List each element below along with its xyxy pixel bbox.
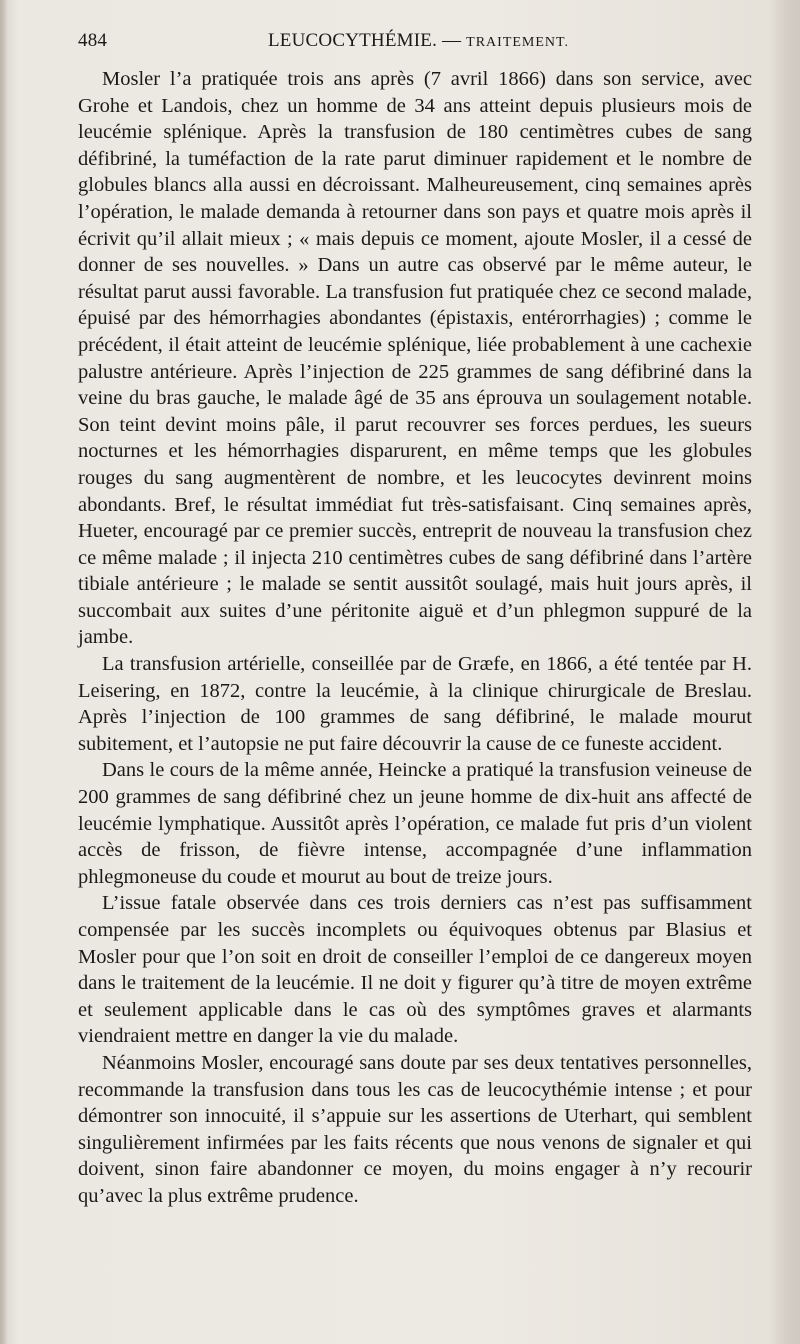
paragraph-mosler-recommendation: Néanmoins Mosler, encouragé sans doute par ses deux tentatives personnelles, recommande la transfusion dans tous les cas de leucocythémie intense ; et pour démontrer son innocuité, il s’appuie sur les assertions de Uterhart, qui semblent singulièrement infirmées par les faits récents que nous venons de signaler et qui doivent, sinon faire abandonner ce moyen, du moins engager à n’y recourir qu’avec la plus extrême prudence. [78, 1051, 752, 1207]
paragraph-mosler-cases: Mosler l’a pratiquée trois ans après (7 avril 1866) dans son service, avec Grohe et Landois, chez un homme de 34 ans atteint depuis plusieurs mois de leucémie splénique. Après la transfusion de 180 centimètres cubes de sang défibriné, la tuméfaction de la rate parut diminuer rapidement et le nombre de globules blancs alla aussi en décroissant. Malheureusement, cinq semaines après l’opération, le malade demanda à retourner dans son pays et quatre mois après il écrivit qu’il allait mieux ; « mais depuis ce moment, ajoute Mosler, il a cessé de donner de ses nouvelles. » Dans un autre cas observé par le même auteur, le résultat parut aussi favorable. La transfusion fut pratiquée chez ce second malade, épuisé par des hémorrhagies abondantes (épistaxis, entérorrhagies) ; comme le précédent, il était atteint de leucémie splénique, liée probablement à une cachexie palustre antérieure. Après l’injection de 225 grammes de sang défibriné dans la veine du bras gauche, le malade âgé de 35 ans éprouva un soulagement notable. Son teint devint moins pâle, il parut recouvrer ses forces perdues, les sueurs nocturnes et les hémorrhagies disparurent, en même temps que les globules rouges du sang augmentèrent de nombre, et les leucocytes devinrent moins abondants. Bref, le résultat immédiat fut très-satisfaisant. Cinq semaines après, Hueter, encouragé par ce premier succès, entreprit de nouveau la transfusion chez ce même malade ; il injecta 210 centimètres cubes de sang défibriné dans l’artère tibiale antérieure ; le malade se sentit aussitôt soulagé, mais huit jours après, il succombait aux suites d’une péritonite aiguë et d’un phlegmon suppuré de la jambe. [78, 68, 752, 649]
paragraph-fatal-outcome: L’issue fatale observée dans ces trois derniers cas n’est pas suffisamment compensée par les succès incomplets ou équivoques obtenus par Blasius et Mosler pour que l’on soit en droit de conseiller l’emploi de ce dangereux moyen dans le traitement de la leucémie. Il ne doit y figurer qu’à titre de moyen extrême et seulement applicable dans le cas où des symptômes graves et alarmants viendraient mettre en danger la vie du malade. [78, 892, 752, 1048]
running-title [268, 30, 569, 52]
binding-shadow [0, 0, 8, 1344]
section-title: TRAITEMENT. [466, 35, 570, 50]
paragraph-heincke-case: Dans le cours de la même année, Heincke a pratiqué la transfusion veineuse de 200 grammes de sang défibriné chez un jeune homme de dix-huit ans affecté de leucémie lymphatique. Aussitôt après l’opération, ce malade fut pris d’un violent accès de frisson, de fièvre intense, accompagnée d’une inflammation phlegmoneuse du coude et mourut au bout de treize jours. [78, 759, 752, 888]
title-separator: — [442, 30, 462, 51]
body-text [78, 66, 752, 1210]
page-edge-shadow [770, 0, 800, 1344]
chapter-title: LEUCOCYTHÉMIE. [268, 30, 438, 51]
page-number: 484 [78, 30, 108, 51]
running-header [78, 30, 754, 60]
paragraph-arterial-transfusion: La transfusion artérielle, conseillée par de Græfe, en 1866, a été tentée par H. Leisering, en 1872, contre la leucémie, à la clinique chirurgicale de Breslau. Après l’injection de 100 grammes de sang défibriné, le malade mourut subitement, et l’autopsie ne put faire découvrir la cause de ce funeste accident. [78, 653, 752, 755]
